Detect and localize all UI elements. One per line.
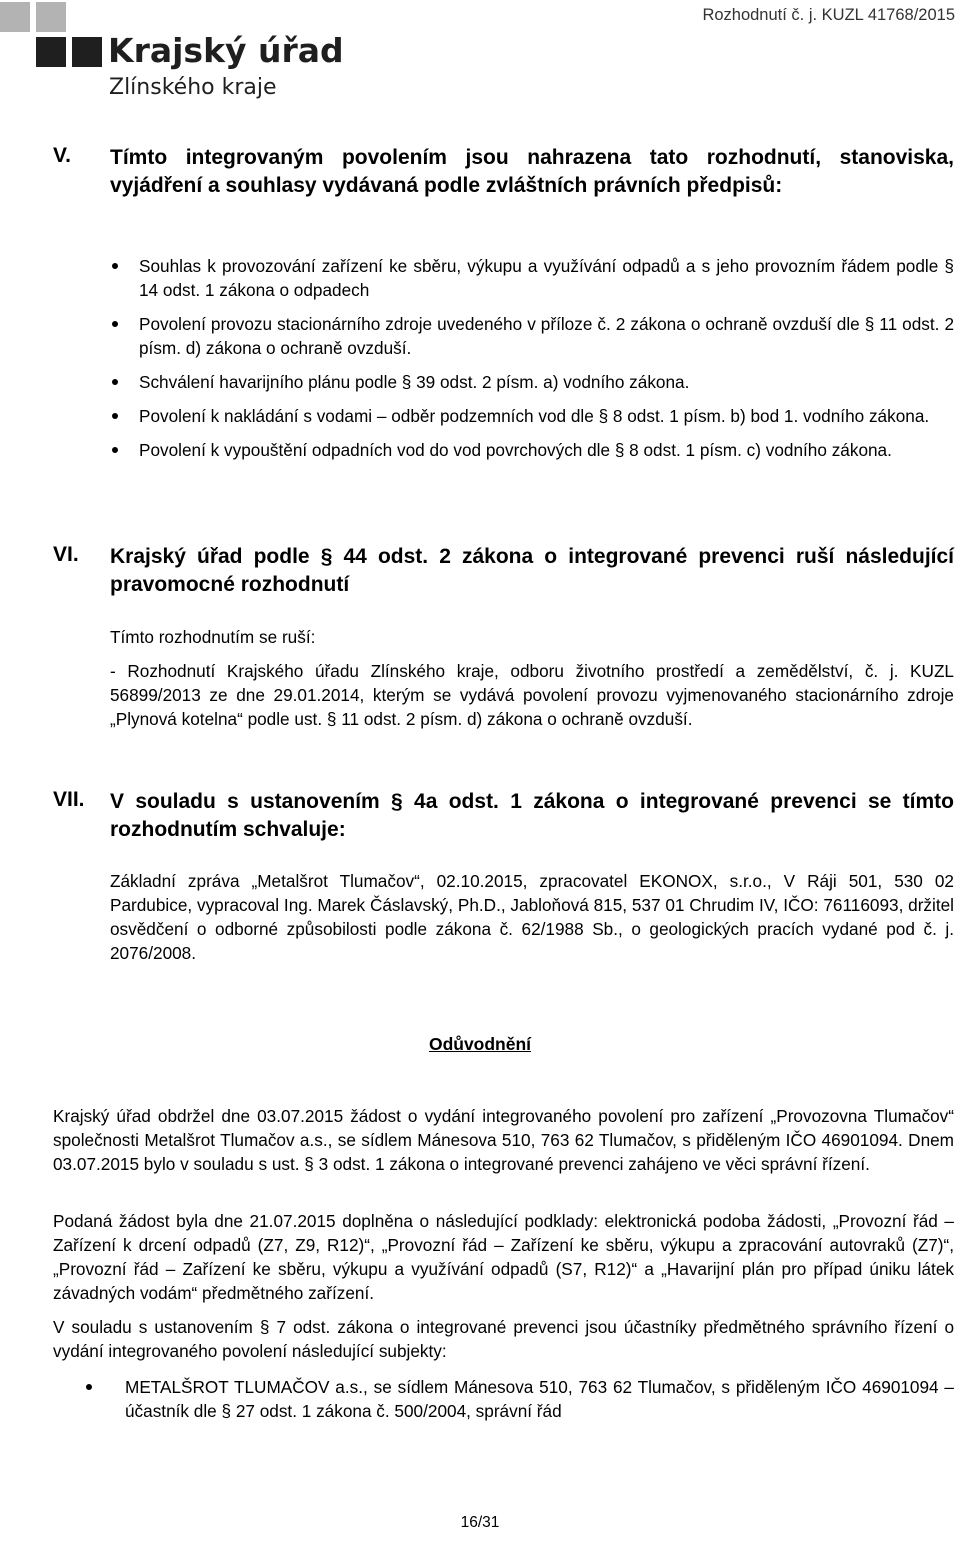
logo-subtitle: Zlínského kraje [109, 75, 277, 100]
section-v-number: V. [53, 144, 71, 167]
regional-office-logo [0, 0, 344, 100]
section-vi-item: - Rozhodnutí Krajského úřadu Zlínského kraje, odboru životního prostředí a zemědělství, č. j. KUZL 56899/2013 ze dne 29.01.2014, kterým se vydává povolení provozu vyjmenovaného stacionárního zdroje „Plynová kotelna“ podle ust. § 11 odst. 2 písm. d) zákona o ochraně ovzduší. [110, 661, 954, 729]
list-item: Schválení havarijního plánu podle § 39 odst. 2 písm. a) vodního zákona. [110, 370, 954, 394]
list-item: Povolení k vypouštění odpadních vod do vod povrchových dle § 8 odst. 1 písm. c) vodního zákona. [110, 438, 954, 462]
section-vi-intro: Tímto rozhodnutím se ruší: [110, 627, 316, 647]
participants-list [53, 1375, 954, 1423]
section-vi-number: VI. [53, 543, 79, 566]
list-item: METALŠROT TLUMAČOV a.s., se sídlem Mánesova 510, 763 62 Tlumačov, s přiděleným IČO 46901094 – účastník dle § 27 odst. 1 zákona č. 500/2004, správní řád [53, 1375, 954, 1423]
reasoning-paragraph-2: Podaná žádost byla dne 21.07.2015 doplněna o následující podklady: elektronická podoba žádosti, „Provozní řád – Zařízení k drcení odpadů (Z7, Z9, R12)“, „Provozní řád – Zařízení ke sběru, výkupu a zpracování autovraků (Z7)“, „Provozní řád – Zařízení ke sběru, výkupu a využívání odpadů (S7, R12)“ a „Havarijní plán pro případ úniku látek závadných vodám“ předmětného zařízení. [53, 1211, 954, 1303]
reasoning-paragraph-1: Krajský úřad obdržel dne 03.07.2015 žádost o vydání integrovaného povolení pro zařízení „Provozovna Tlumačov“ společnosti Metalšrot Tlumačov a.s., se sídlem Mánesova 510, 763 62 Tlumačov, s přiděleným IČO 46901094. Dnem 03.07.2015 bylo v souladu s ust. § 3 odst. 1 zákona o integrované prevenci zahájeno ve věci správní řízení. [53, 1106, 954, 1174]
page-number: 16/31 [460, 1514, 500, 1531]
section-vii-text: Základní zpráva „Metalšrot Tlumačov“, 02.10.2015, zpracovatel EKONOX, s.r.o., V Ráji 501, 530 02 Pardubice, vypracoval Ing. Marek Čáslavský, Ph.D., Jabloňová 815, 537 01 Chrudim IV, IČO: 76116093, držitel osvědčení o odborné způsobilosti podle zákona č. 62/1988 Sb., o geologických pracích vydané pod č. j. 2076/2008. [110, 871, 954, 963]
list-item: Souhlas k provozování zařízení ke sběru, výkupu a využívání odpadů a s jeho provozním řádem podle § 14 odst. 1 zákona o odpadech [110, 254, 954, 302]
list-item: Povolení k nakládání s vodami – odběr podzemních vod dle § 8 odst. 1 písm. b) bod 1. vodního zákona. [110, 404, 954, 428]
section-vii-number: VII. [53, 788, 85, 811]
section-vi-title: Krajský úřad podle § 44 odst. 2 zákona o integrované prevenci ruší následující pravomocné rozhodnutí [110, 545, 954, 596]
list-item: Povolení provozu stacionárního zdroje uvedeného v příloze č. 2 zákona o ochraně ovzduší dle § 11 odst. 2 písm. d) zákona o ochraně ovzduší. [110, 312, 954, 360]
section-v-title: Tímto integrovaným povolením jsou nahrazena tato rozhodnutí, stanoviska, vyjádření a souhlasy vydávaná podle zvláštních právních předpisů: [110, 146, 954, 197]
reasoning-heading: Odůvodnění [428, 1034, 532, 1054]
section-vii-title: V souladu s ustanovením § 4a odst. 1 zákona o integrované prevenci se tímto rozhodnutím schvaluje: [110, 790, 954, 841]
logo-title: Krajský úřad [108, 31, 344, 70]
logo-squares-icon [0, 0, 344, 100]
reasoning-paragraph-3: V souladu s ustanovením § 7 odst. zákona o integrované prevenci jsou účastníky předmětného správního řízení o vydání integrovaného povolení následující subjekty: [53, 1317, 954, 1361]
section-v-list [110, 254, 954, 472]
decision-reference: Rozhodnutí č. j. KUZL 41768/2015 [702, 6, 955, 24]
